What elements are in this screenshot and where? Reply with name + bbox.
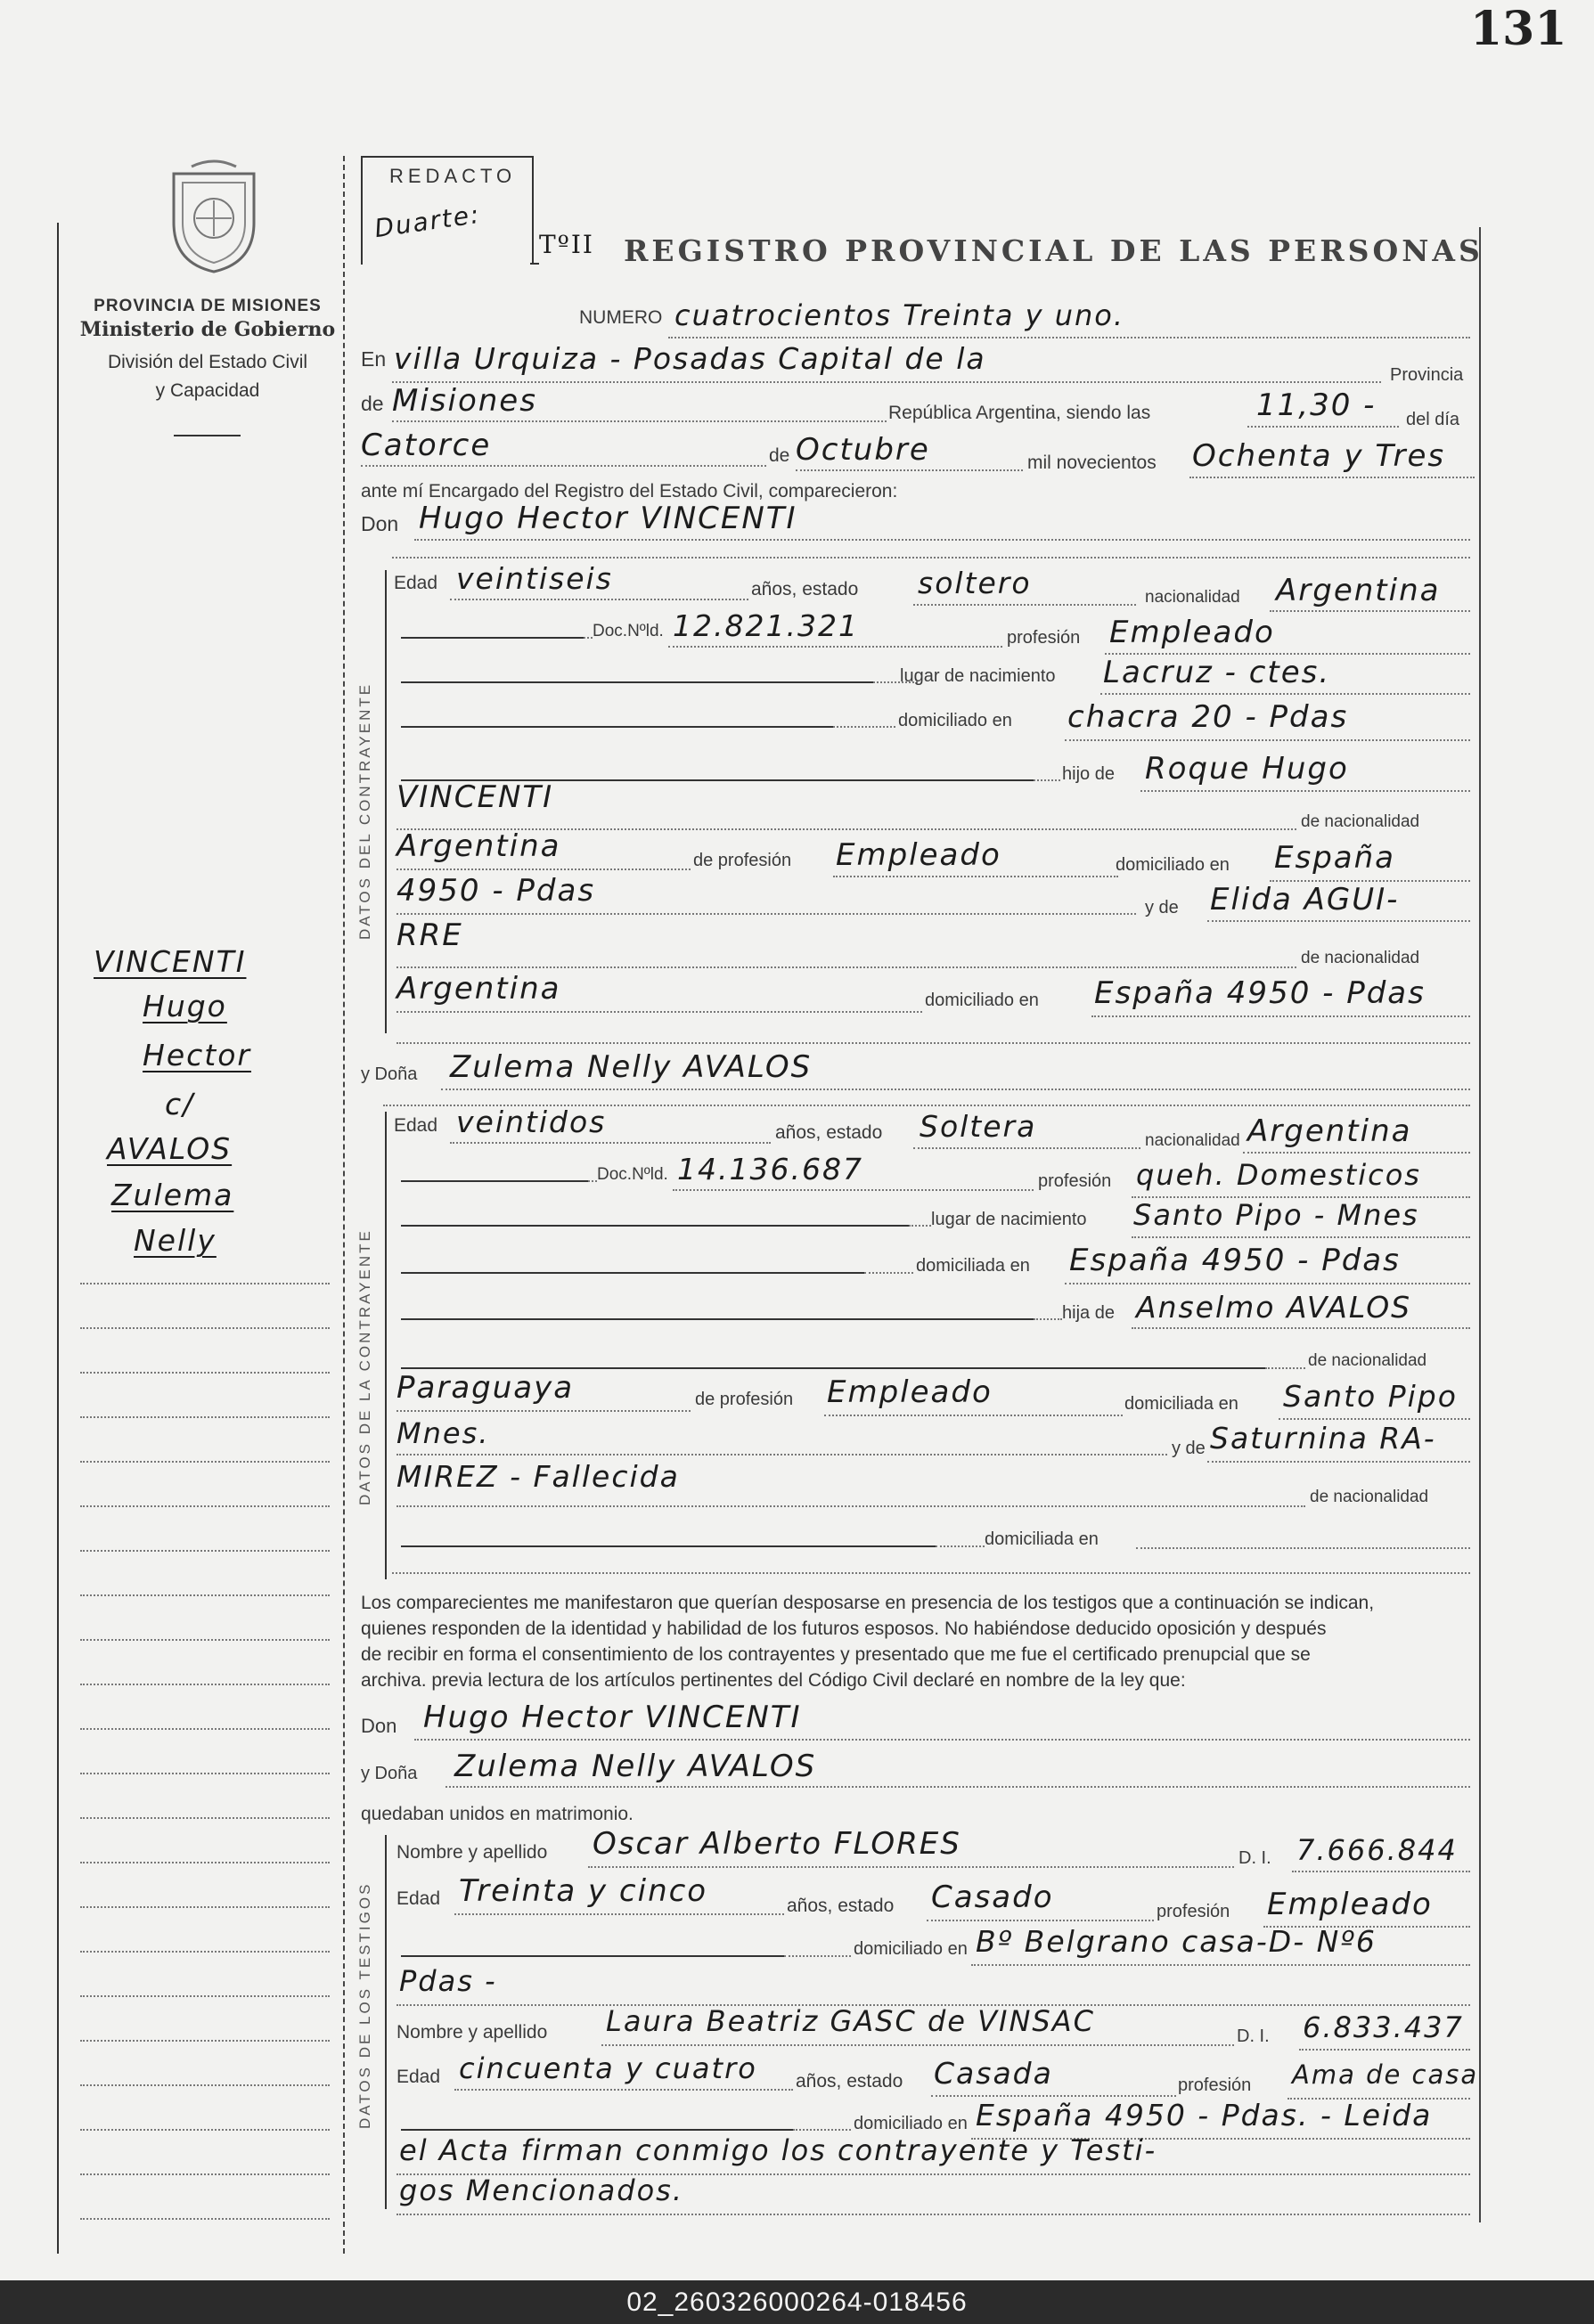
testigo-2-estado: Casada	[934, 2056, 1053, 2091]
rule	[401, 637, 584, 639]
rule	[1292, 1871, 1470, 1872]
edad-label: Edad	[396, 1888, 441, 1909]
testigo-1-di: 7.666.844	[1296, 1833, 1458, 1867]
margin-note-line: Hector	[143, 1038, 251, 1072]
rule	[971, 1964, 1470, 1966]
domiciliada-label: domiciliada en	[916, 1256, 1030, 1276]
mes-value: Octubre	[796, 432, 930, 468]
contrayente-lugar-nac: Lacruz - ctes.	[1103, 655, 1331, 690]
anos-estado-label: años, estado	[796, 2071, 903, 2092]
rule	[396, 913, 1136, 915]
contrayenta-domicilio: España 4950 - Pdas	[1069, 1243, 1401, 1278]
anos-estado-label: años, estado	[775, 1122, 883, 1143]
rule	[361, 465, 766, 467]
rule	[80, 1461, 330, 1463]
testigo-2-edad: cincuenta y cuatro	[459, 2051, 757, 2085]
contrayenta-padre-1: Anselmo AVALOS	[1136, 1290, 1412, 1325]
rule	[80, 1906, 330, 1908]
di-label: D. I.	[1238, 1848, 1271, 1868]
rule	[80, 1416, 330, 1418]
footer-id: 02_260326000264-018456	[0, 2280, 1594, 2324]
rule	[80, 1862, 330, 1863]
testigo-1-domicilio-2: Pdas -	[399, 1964, 497, 1998]
rule	[1065, 1283, 1470, 1284]
edad-label: Edad	[396, 2067, 441, 2087]
lugar-nac-label: lugar de nacimiento	[900, 666, 1056, 686]
seal-province: PROVINCIA DE MISIONES	[94, 297, 322, 315]
contrayente-profesion: Empleado	[1109, 615, 1275, 650]
domiciliado-label: domiciliado en	[854, 1939, 968, 1959]
rule	[401, 681, 873, 683]
de-profesion-label: de profesión	[695, 1390, 794, 1409]
rule	[396, 1042, 1470, 1044]
rule	[601, 2044, 1234, 2046]
testigo-1-domicilio-1: Bº Belgrano casa-D- Nº6	[976, 1924, 1377, 1959]
declaracion-line: archiva. previa lectura de los artículos pertinentes del Código Civil declaré en nombre de la ley que:	[361, 1670, 1186, 1691]
provincia-value: Misiones	[392, 383, 537, 419]
rule	[913, 604, 1136, 606]
rule	[80, 1684, 330, 1685]
contrayenta-padre-profesion: Empleado	[827, 1374, 993, 1410]
contrayente-edad: veintiseis	[456, 561, 613, 596]
rule	[1132, 1236, 1470, 1238]
section-label-contrayente: DATOS DEL CONTRAYENTE	[356, 681, 373, 940]
de-label: de	[361, 392, 384, 415]
rule	[1091, 1015, 1470, 1017]
contrayenta-edad: veintidos	[456, 1105, 607, 1139]
rule	[1247, 426, 1399, 428]
rule	[401, 1180, 588, 1182]
declaracion-text	[361, 1590, 1484, 1693]
rule	[784, 1955, 851, 1957]
rule	[401, 1367, 1265, 1369]
section-bracket	[385, 1835, 387, 2209]
profesion-label: profesión	[1007, 628, 1081, 648]
testigo-1-profesion: Empleado	[1267, 1887, 1433, 1922]
rule	[80, 1372, 330, 1374]
rule	[668, 646, 1002, 648]
don-label: Don	[361, 512, 399, 535]
margin-note-line: c/	[165, 1087, 195, 1121]
seal-division-1: División del Estado Civil	[107, 352, 308, 372]
doc-label: Doc.Nºld.	[597, 1165, 668, 1184]
section-bracket	[385, 570, 387, 1033]
testigo-1-edad: Treinta y cinco	[459, 1873, 708, 1909]
contrayente-padre-domicilio-2: 4950 - Pdas	[396, 873, 596, 909]
rule	[450, 599, 748, 600]
declaracion-line: quienes responden de la identidad y habilidad de los futuros esposos. No habiéndose deducido oposición y después	[361, 1619, 1327, 1639]
rule	[80, 1505, 330, 1507]
rule	[1034, 1318, 1062, 1320]
rule	[584, 637, 593, 639]
contrayente-madre-nacionalidad: Argentina	[396, 971, 561, 1007]
redacto-label: REDACTO	[389, 165, 517, 187]
de-nacionalidad-label: de nacionalidad	[1310, 1488, 1429, 1506]
testigo-2-nombre: Laura Beatriz GASC de VINSAC	[606, 2004, 1095, 2038]
rule	[396, 868, 691, 870]
declaracion-don: Hugo Hector VINCENTI	[423, 1700, 802, 1735]
rule	[396, 1505, 1305, 1507]
section-bracket	[385, 1112, 387, 1579]
provincia-label: Provincia	[1390, 365, 1464, 385]
rule	[401, 1545, 936, 1547]
rule	[833, 726, 895, 728]
redacto-stamp-base	[530, 263, 539, 265]
contrayente-padre-profesion: Empleado	[836, 837, 1001, 873]
contrayente-madre-1: Elida AGUI-	[1210, 882, 1400, 917]
contrayente-nombre: Hugo Hector VINCENTI	[419, 501, 797, 536]
declaracion-line: de recibir en forma el consentimiento de los contrayentes y presentado que me fue el certificado prenupcial que se	[361, 1644, 1311, 1665]
rule	[396, 1410, 691, 1412]
rule	[401, 1955, 784, 1957]
rule	[1100, 693, 1470, 695]
edad-label: Edad	[394, 573, 438, 593]
rule	[1189, 477, 1475, 478]
rule	[1140, 790, 1470, 792]
ante-mi-text: ante mí Encargado del Registro del Estado Civil, comparecieron:	[361, 481, 898, 501]
folio-number: 131	[1470, 2, 1567, 56]
margin-note-line: Zulema	[111, 1178, 234, 1212]
rule	[588, 1180, 597, 1182]
testigo-2-di: 6.833.437	[1303, 2010, 1464, 2044]
de-nacionalidad-label: de nacionalidad	[1301, 949, 1420, 967]
de-nacionalidad-label: de nacionalidad	[1301, 812, 1420, 831]
rule	[1065, 739, 1470, 741]
rule	[80, 1951, 330, 1953]
rule	[454, 2089, 793, 2091]
contrayente-doc: 12.821.321	[673, 608, 859, 643]
rule	[401, 2129, 793, 2131]
rule	[796, 469, 1023, 471]
profesion-label: profesión	[1157, 1902, 1230, 1921]
hora-value: 11,30 -	[1256, 387, 1377, 423]
rule	[80, 1327, 330, 1329]
contrayente-padre-nacionalidad: Argentina	[396, 828, 561, 864]
contrayente-domicilio: chacra 20 - Pdas	[1067, 699, 1349, 735]
edad-label: Edad	[394, 1115, 438, 1136]
rule	[446, 1786, 1470, 1788]
tomo: TºII	[539, 230, 594, 259]
rule	[396, 2214, 1470, 2215]
profesion-label: profesión	[1038, 1171, 1112, 1191]
rule	[80, 2084, 330, 2086]
rule	[392, 381, 1381, 383]
declaracion-dona-label: y Doña	[361, 1764, 418, 1783]
rule	[80, 2040, 330, 2042]
section-label-contrayenta: DATOS DE LA CONTRAYENTE	[356, 1228, 373, 1505]
rule	[396, 966, 1296, 968]
seal-division-2: y Capacidad	[155, 380, 260, 401]
numero-value: cuatrocientos Treinta y uno.	[674, 298, 1125, 332]
numero-label: NUMERO	[579, 307, 663, 328]
contrayenta-madre-2: MIREZ - Fallecida	[396, 1459, 680, 1494]
contrayente-padre-domicilio-1: España	[1274, 840, 1395, 876]
rule	[936, 1545, 985, 1547]
rule	[673, 1189, 1034, 1191]
profesion-label: profesión	[1178, 2075, 1252, 2095]
contrayente-padre-1: Roque Hugo	[1145, 751, 1349, 787]
contrayenta-estado: Soltera	[920, 1109, 1037, 1144]
declaracion-don-label: Don	[361, 1715, 397, 1737]
margin-line	[57, 223, 59, 2254]
contrayente-estado: soltero	[918, 566, 1032, 600]
rule	[401, 726, 833, 728]
testigo-2-domicilio-1: España 4950 - Pdas. - Leida	[976, 2098, 1433, 2132]
doc-label: Doc.Nºld.	[593, 622, 664, 640]
declaracion-dona: Zulema Nelly AVALOS	[454, 1749, 817, 1784]
rule	[1207, 920, 1470, 922]
seal-ministry: Ministerio de Gobierno	[79, 318, 336, 341]
contrayenta-nacionalidad: Argentina	[1247, 1113, 1412, 1149]
margin-line	[343, 156, 345, 2254]
contrayente-madre-domicilio: España 4950 - Pdas	[1094, 975, 1426, 1011]
rule	[396, 1454, 1167, 1456]
rule	[80, 1283, 330, 1284]
contrayente-madre-2: RRE	[396, 917, 463, 953]
lugar-nac-label: lugar de nacimiento	[931, 1210, 1087, 1229]
de-nacionalidad-label: de nacionalidad	[1308, 1351, 1427, 1370]
contrayenta-profesion: queh. Domesticos	[1136, 1158, 1421, 1192]
rule	[824, 1415, 1123, 1416]
rule	[913, 1147, 1140, 1149]
de-mes-label: de	[769, 445, 790, 466]
en-label: En	[361, 347, 387, 371]
rule	[401, 1225, 909, 1227]
margin-note-line: VINCENTI	[94, 944, 247, 979]
rule	[80, 1817, 330, 1819]
rule	[588, 1866, 1234, 1868]
nombre-apellido-label: Nombre y apellido	[396, 1842, 548, 1863]
rule	[392, 1572, 1470, 1574]
rule	[927, 1920, 1154, 1921]
rule	[441, 1089, 1470, 1090]
contrayenta-doc: 14.136.687	[677, 1152, 863, 1186]
rule	[414, 1739, 1470, 1741]
rule	[931, 2095, 1176, 2097]
rule	[909, 1225, 931, 1227]
rule	[833, 876, 1118, 877]
di-label: D. I.	[1237, 2026, 1270, 2046]
domiciliado-label: domiciliado en	[925, 991, 1039, 1010]
rule	[80, 1550, 330, 1552]
rule	[80, 2218, 330, 2220]
rule	[392, 557, 1470, 559]
rule	[668, 337, 1470, 338]
rule	[450, 1142, 771, 1144]
lugar-value: villa Urquiza - Posadas Capital de la	[394, 341, 986, 376]
domiciliado-label: domiciliado en	[898, 711, 1012, 730]
del-dia-label: del día	[1406, 410, 1460, 429]
y-de-label: y de	[1145, 898, 1179, 917]
testigo-1-estado: Casado	[931, 1880, 1054, 1915]
section-label-testigos: DATOS DE LOS TESTIGOS	[356, 1881, 373, 2129]
contrayenta-padre-nacionalidad: Paraguaya	[396, 1370, 575, 1406]
redacto-value: Duarte:	[372, 199, 483, 244]
republica-label: República Argentina, siendo las	[888, 403, 1151, 423]
rule	[401, 1272, 864, 1274]
hija-de-label: hija de	[1062, 1303, 1115, 1323]
margin-note-line: AVALOS	[107, 1131, 233, 1166]
contrayente-padre-2: VINCENTI	[396, 779, 554, 815]
rule	[1132, 1327, 1470, 1329]
rule	[1136, 1547, 1470, 1549]
rule	[392, 420, 887, 422]
rule	[80, 1773, 330, 1774]
rule	[80, 1594, 330, 1596]
rule	[1243, 1152, 1470, 1154]
rule	[1207, 1461, 1470, 1463]
testigo-2-cierre-2: gos Mencionados.	[399, 2173, 683, 2207]
rule	[414, 539, 1470, 541]
rule	[1279, 1418, 1470, 1420]
rule	[1265, 1367, 1305, 1369]
y-dona-label: y Doña	[361, 1064, 418, 1084]
rule	[80, 2129, 330, 2131]
anos-estado-label: años, estado	[751, 579, 859, 599]
contrayenta-madre-1: Saturnina RA-	[1210, 1421, 1436, 1456]
seal-divider	[174, 435, 241, 436]
domiciliada-label: domiciliada en	[1124, 1394, 1238, 1414]
rule	[396, 1011, 922, 1013]
domiciliado-label: domiciliado en	[854, 2114, 968, 2133]
registro-header: REGISTRO PROVINCIAL DE LAS PERSONAS	[624, 233, 1484, 268]
quedaban-text: quedaban unidos en matrimonio.	[361, 1804, 634, 1824]
rule	[80, 1639, 330, 1641]
contrayente-nacionalidad: Argentina	[1276, 573, 1441, 608]
anio-value: Ochenta y Tres	[1192, 438, 1446, 474]
margin-note-line: Nelly	[134, 1223, 217, 1258]
mil-label: mil novecientos	[1027, 453, 1157, 473]
testigo-2-cierre-1: el Acta firman conmigo los contrayente y Testi-	[399, 2133, 1157, 2167]
contrayenta-lugar-nac: Santo Pipo - Mnes	[1133, 1198, 1419, 1232]
de-profesion-label: de profesión	[693, 851, 792, 870]
provincial-seal	[156, 156, 272, 276]
contrayenta-nombre: Zulema Nelly AVALOS	[450, 1049, 813, 1085]
testigo-1-nombre: Oscar Alberto FLORES	[593, 1826, 961, 1862]
anos-estado-label: años, estado	[787, 1896, 895, 1916]
contrayenta-padre-domicilio-2: Mnes.	[396, 1416, 490, 1450]
rule	[1270, 610, 1470, 612]
nombre-apellido-label: Nombre y apellido	[396, 2022, 548, 2043]
nacionalidad-label: nacionalidad	[1145, 588, 1240, 607]
dia-value: Catorce	[361, 428, 492, 463]
nacionalidad-label: nacionalidad	[1145, 1131, 1240, 1150]
rule	[401, 1318, 1034, 1320]
rule	[80, 1995, 330, 1997]
margin-line	[1479, 227, 1481, 2222]
rule	[793, 2129, 851, 2131]
hijo-de-label: hijo de	[1062, 764, 1115, 784]
margin-note-line: Hugo	[143, 989, 227, 1023]
rule	[864, 1272, 913, 1274]
testigo-2-profesion: Ama de casa	[1292, 2059, 1479, 2090]
contrayenta-padre-domicilio-1: Santo Pipo	[1283, 1379, 1458, 1414]
y-de-label: y de	[1172, 1439, 1206, 1458]
domiciliada-label: domiciliada en	[985, 1529, 1099, 1549]
rule	[1299, 2049, 1470, 2051]
declaracion-line: Los comparecientes me manifestaron que querían desposarse en presencia de los testigos que a continuación se indican,	[361, 1593, 1375, 1613]
rule	[454, 1913, 784, 1915]
rule	[80, 2173, 330, 2175]
rule	[1034, 779, 1060, 781]
domiciliado-label: domiciliado en	[1116, 855, 1230, 875]
rule	[80, 1728, 330, 1730]
